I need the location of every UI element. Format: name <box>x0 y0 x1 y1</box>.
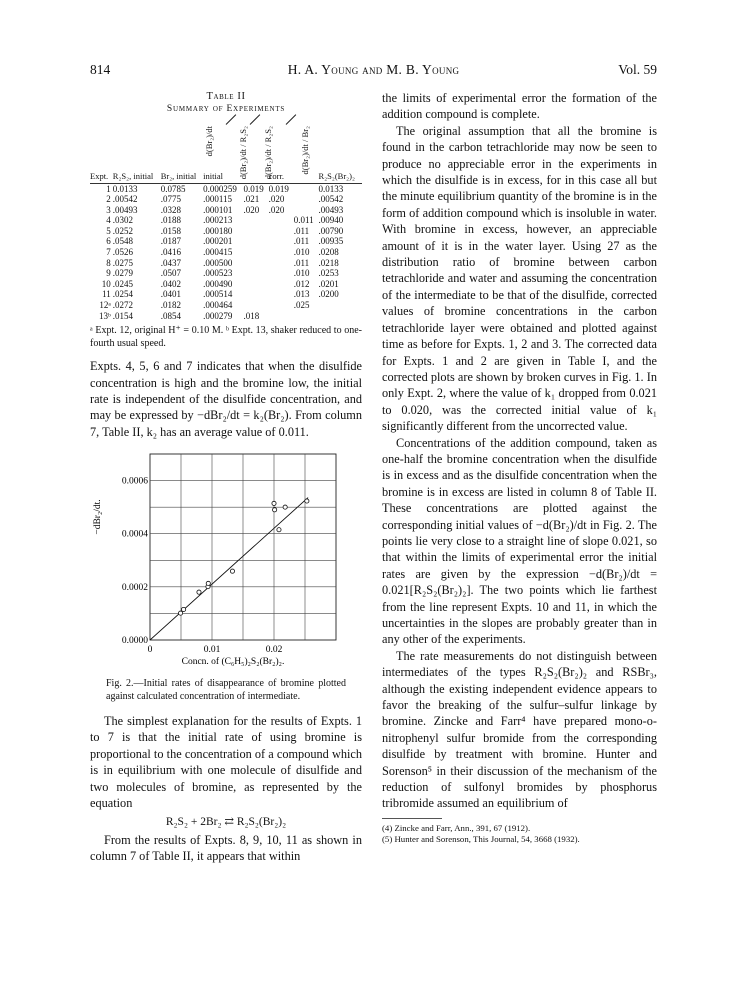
table-cell: .0854 <box>160 310 181 321</box>
table-cell <box>319 311 362 322</box>
table-cell <box>294 183 319 194</box>
table-cell: .0245 <box>112 278 134 289</box>
table-cell: 0.019 <box>243 183 264 194</box>
table-cell: 6 <box>106 236 111 247</box>
table-cell: 13ᵇ <box>99 310 111 321</box>
table-row <box>90 205 362 216</box>
table-cell: .0328 <box>160 204 181 215</box>
table-cell <box>244 226 269 237</box>
figure-2-chart <box>90 446 362 676</box>
table-cell: .012 <box>293 278 310 289</box>
running-header <box>90 62 657 80</box>
table-cell: .00940 <box>318 215 344 226</box>
figure-caption: Fig. 2.—Initial rates of disappearance of bromine plotted against calculated concentration of intermediate. <box>106 678 346 702</box>
table-row <box>90 268 362 279</box>
table-cell: .0302 <box>112 215 134 226</box>
rotated-header-2: d(Br₂)/dt / R₂S₂ <box>238 126 248 180</box>
table-cell: .0275 <box>112 257 134 268</box>
x-tick-label: 0.02 <box>265 645 283 656</box>
footnote-4: (4) Zincke and Farr, Ann., 391, 67 (1912). <box>382 822 531 833</box>
table-cell: .021 <box>243 194 260 205</box>
table-cell: 5 <box>106 225 111 236</box>
table-cell: .0279 <box>112 268 134 279</box>
table-cell: .0182 <box>160 300 181 311</box>
table-cell <box>244 279 269 290</box>
table-cell <box>294 194 319 205</box>
table-cell <box>269 300 294 311</box>
x-axis-label: Concn. of (C₆H₅)₂S₂(Br₂)₂. <box>181 657 285 668</box>
table-cell: .00493 <box>112 204 138 215</box>
data-point <box>230 569 234 573</box>
table-cell: .000490 <box>203 278 233 289</box>
data-point <box>206 582 210 586</box>
data-point <box>305 499 309 503</box>
y-tick-label: 0.0002 <box>121 583 148 594</box>
table-cell: .0200 <box>318 289 339 300</box>
equilibrium-equation: R₂S₂ + 2Br₂ ⇄ R₂S₂(Br₂)₂ <box>165 815 287 828</box>
table-cell <box>294 205 319 216</box>
data-point <box>272 502 276 506</box>
col-header: initial <box>203 172 243 183</box>
table-cell: .00790 <box>318 225 344 236</box>
table-row <box>90 258 362 269</box>
table-cell: 8 <box>106 257 111 268</box>
table-cell: .0188 <box>160 215 181 226</box>
table-cell <box>244 258 269 269</box>
table-cell: .0252 <box>112 225 134 236</box>
table-cell: .00542 <box>318 194 344 205</box>
table-cell: .0401 <box>160 289 181 300</box>
right-paragraph-3: Concentrations of the addition compound, taken as one-half the bromine concentration when the disulfide is in excess and as the disulfide concentration when the bromine is in excess are listed in column 8 of Table II. These concentrations are plotted against the corresponding initial values of −d(Br₂)/dt in Fig. 2. The points lie very close to a straight line of slope 0.021, so that within the limits of experimental error the initial rates are given by the expression −d(Br₂)/dt = 0.021[R₂S₂(Br₂)₂]. The two points which lie farthest from the line represent Expts. 10 and 11, in which the uncertainties in the slopes are probably greater than in any other of the experiments. <box>382 435 657 647</box>
table-cell: .011 <box>293 225 310 236</box>
table-cell: 10 <box>101 278 111 289</box>
table-cell: .000464 <box>203 300 233 311</box>
y-axis-label: −dBr₂/dt. <box>93 499 103 535</box>
table-row <box>90 215 362 226</box>
table-cell: .010 <box>293 247 310 258</box>
table-cell <box>244 247 269 258</box>
table-cell: .010 <box>293 268 310 279</box>
data-point <box>178 611 182 615</box>
table-row <box>90 300 362 311</box>
table-cell: .0507 <box>160 268 181 279</box>
table-cell: .011 <box>293 236 310 247</box>
col-header: Expt. <box>90 172 113 183</box>
table-row <box>90 183 362 194</box>
table-cell: .000279 <box>203 310 233 321</box>
fit-line <box>150 498 308 640</box>
table-cell: 0.011 <box>293 215 314 226</box>
table-cell: .000180 <box>203 225 233 236</box>
table-cell: 0.019 <box>268 183 289 194</box>
table-cell: .0402 <box>160 278 181 289</box>
table-cell <box>319 300 362 311</box>
col-header: R₂S₂, initial <box>113 172 161 183</box>
table-body <box>90 183 362 321</box>
table-cell: 2 <box>106 194 111 205</box>
table-cell: .0158 <box>160 225 181 236</box>
table-cell: .0416 <box>160 247 181 258</box>
table-cell: 9 <box>106 268 111 279</box>
table-footnote: ᵃ Expt. 12, original H⁺ = 0.10 M. ᵇ Expt. 13, shaker reduced to one-fourth usual speed. <box>90 325 362 349</box>
table-cell <box>269 311 294 322</box>
table-cell <box>269 289 294 300</box>
data-point <box>273 508 277 512</box>
table-cell <box>269 279 294 290</box>
page-number: 814 <box>90 62 111 77</box>
table-cell: .018 <box>243 310 260 321</box>
right-paragraph-4: The rate measurements do not distinguish between intermediates of the types R₂S₂(Br₂)₂ and RSBr₃, although the existing independent evidence appears to favor the breaking of the sulfur–sulfur linkage by bromine. Zincke and Farr⁴ have prepared mono-o-nitrophenyl sulfur bromide from the corresponding disulfide by treatment with bromine. Hunter and Sorenson⁵ in their discussion of the mechanism of the reduction of sulfonyl bromides by phosphorus tribromide assumed an equilibrium of <box>382 648 657 811</box>
table-cell: 0.000259 <box>203 183 237 194</box>
left-column <box>90 90 362 864</box>
table-row <box>90 289 362 300</box>
table-cell <box>269 226 294 237</box>
table-row <box>90 194 362 205</box>
table-header-row <box>90 172 362 183</box>
col-header: R₂S₂(Br₂)₂ <box>319 172 362 183</box>
table-cell: .000201 <box>203 236 233 247</box>
table-cell: .0775 <box>160 194 181 205</box>
table-cell: .0218 <box>318 257 339 268</box>
table-cell: .000115 <box>203 194 233 205</box>
table-cell: .0154 <box>112 310 134 321</box>
running-authors: H. A. Young and M. B. Young <box>287 62 460 77</box>
table-cell <box>244 300 269 311</box>
data-point <box>182 608 186 612</box>
table-cell: .0208 <box>318 247 339 258</box>
table-cell: .00542 <box>112 194 138 205</box>
table-cell: .0548 <box>112 236 134 247</box>
table-cell: .00493 <box>318 204 344 215</box>
rotated-header-4: d(Br₂)/dt / Br₂ <box>300 126 310 175</box>
footnote-5: (5) Hunter and Sorenson, This Journal, 54, 3668 (1932). <box>382 834 580 845</box>
table-cell <box>269 247 294 258</box>
rate-plot <box>90 446 362 676</box>
table-cell: .000514 <box>203 289 233 300</box>
table-row <box>90 247 362 258</box>
table-cell: .020 <box>268 204 285 215</box>
table-cell: .0526 <box>112 247 134 258</box>
table-cell <box>294 311 319 322</box>
table-cell: .000500 <box>203 257 233 268</box>
y-tick-label: 0.0004 <box>121 529 148 540</box>
table-cell: .0272 <box>112 300 134 311</box>
table-cell: 4 <box>106 215 111 226</box>
table-cell: 0.0133 <box>318 183 344 194</box>
data-point <box>197 590 201 594</box>
table-cell: .000101 <box>203 204 233 215</box>
table-cell <box>244 236 269 247</box>
table-cell: .0437 <box>160 257 181 268</box>
table-label: Table II <box>206 91 246 102</box>
table-cell: .020 <box>243 204 260 215</box>
left-paragraph-1: Expts. 4, 5, 6 and 7 indicates that when the disulfide concentration is high and the bromine low, the initial rate is independent of the disulfide concentration, and may be expressed by −dBr₂/dt = k₂(Br₂). From column 7, Table II, k₂ has an average value of 0.011. <box>90 359 362 439</box>
table-cell: .0187 <box>160 236 181 247</box>
right-column <box>382 90 657 846</box>
table-cell: .0253 <box>318 268 339 279</box>
table-cell: 0.0133 <box>112 183 138 194</box>
table-cell <box>244 268 269 279</box>
table-cell: .000213 <box>203 215 233 226</box>
table-cell: .011 <box>293 257 310 268</box>
table-cell <box>269 258 294 269</box>
table-row <box>90 311 362 322</box>
table-cell: .025 <box>293 300 310 311</box>
left-paragraph-2: The simplest explanation for the results of Expts. 1 to 7 is that the initial rate of using bromine is proportional to the concentration of a compound which is in equilibrium with one molecule of disulfide and two molecules of bromine, as represented by the equation <box>90 714 362 811</box>
y-tick-label: 0.0000 <box>121 636 148 647</box>
table-cell: .020 <box>268 194 285 205</box>
table-row <box>90 279 362 290</box>
table-cell: .00935 <box>318 236 344 247</box>
table-cell: .0254 <box>112 289 134 300</box>
table-cell <box>269 236 294 247</box>
x-tick-label: 0.01 <box>203 645 221 656</box>
volume-label: Vol. 59 <box>618 62 657 77</box>
table-cell: .000415 <box>203 247 233 258</box>
data-point <box>283 505 287 509</box>
table-title: Summary of Experiments <box>166 104 286 114</box>
table-cell <box>244 215 269 226</box>
table-row <box>90 236 362 247</box>
footnote-rule <box>382 818 442 819</box>
data-point <box>277 528 281 532</box>
table-cell: .013 <box>293 289 310 300</box>
table-cell: 7 <box>106 247 111 258</box>
table-row <box>90 226 362 237</box>
col-header: Br₂, initial <box>161 172 203 183</box>
table-cell <box>269 215 294 226</box>
table-cell: 11 <box>102 289 111 300</box>
table-cell: 0.0785 <box>160 183 186 194</box>
table-cell: .000523 <box>203 268 233 279</box>
experiments-table <box>90 172 362 321</box>
right-paragraph-2: The original assumption that all the bromine is found in the carbon tetrachloride may now be seen to produce no appreciable error in the experiments in which the disulfide is in excess, for in this case all but the minute equilibrium quantity of the bromine is in the form of addition compound which is insoluble in water. With bromine in excess, however, an appreciable amount of it is in the water layer. Using 27 as the distribution ratio of bromine between carbon tetrachloride and water and assuming the concentration of the intermediate to be that of the disulfide, corrected values of bromine concentrations in the carbon tetrachloride layer were obtained and plotted against time as before for Expts. 1, 2 and 3. The corrected data for Expts. 1 and 2 are given in Table I, and the corrected plots are shown by broken curves in Fig. 1. In only Expt. 2, where the value of k₁ dropped from 0.021 to 0.020, was the corrected initial value of k₁ significantly different from the uncorrected value. <box>382 123 657 434</box>
left-paragraph-3: From the results of Expts. 8, 9, 10, 11 as shown in column 7 of Table II, it appears that within <box>90 832 362 863</box>
table-cell: 12ᵃ <box>99 300 111 311</box>
x-tick-label: 0 <box>147 645 153 656</box>
table-cell <box>244 289 269 300</box>
right-paragraph-1: the limits of experimental error the formation of the addition compound is complete. <box>382 91 657 122</box>
table-cell: 3 <box>106 204 111 215</box>
col-header: corr. <box>269 172 294 183</box>
rotated-header-1: d(Br₂)/dt <box>204 126 214 157</box>
rotated-header-3: d(Br₂)/dt / R₂S₂ <box>263 126 273 180</box>
table-cell: 1 <box>106 183 111 194</box>
table-cell <box>269 268 294 279</box>
table-cell: .0201 <box>318 278 339 289</box>
y-tick-label: 0.0006 <box>121 476 148 487</box>
